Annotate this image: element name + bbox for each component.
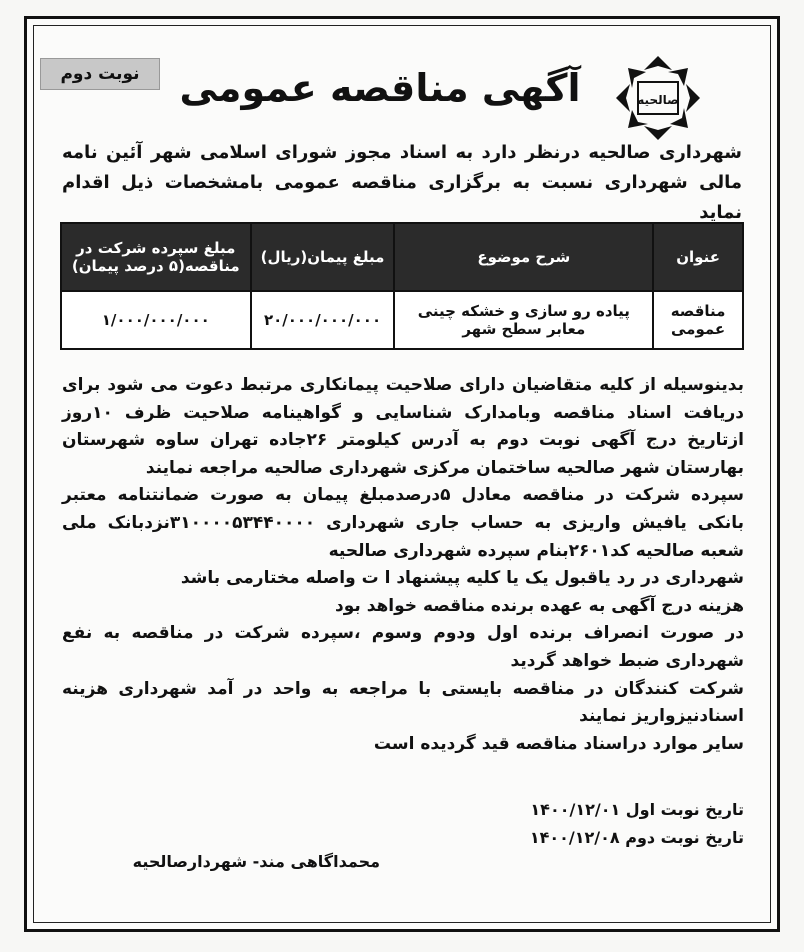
second-round-date: تاریخ نوبت دوم ۱۴۰۰/۱۲/۰۸ <box>529 828 744 847</box>
header-deposit: مبلغ سپرده شرکت در مناقصه(۵ درصد پیمان) <box>61 223 251 291</box>
cell-deposit: ۱/۰۰۰/۰۰۰/۰۰۰ <box>61 291 251 349</box>
header-amount: مبلغ پیمان(ریال) <box>251 223 395 291</box>
municipality-logo-icon <box>612 52 704 144</box>
body-paragraph-deposit: سپرده شرکت در مناقصه معادل ۵درصدمبلغ پیمان به صورت ضمانتنامه معتبر بانکی یافیش واریزی به حساب جاری شهرداری ۳۱۰۰۰۰۵۳۴۴۰۰۰۰نزدبانک ملی شعبه صالحیه کد۲۶۰۱بنام سپرده شهرداری صالحیه <box>62 485 744 561</box>
cell-amount: ۲۰/۰۰۰/۰۰۰/۰۰۰ <box>251 291 395 349</box>
body-paragraph-document-fee: شرکت کنندگان در مناقصه بایستی با مراجعه به واحد در آمد شهرداری هزینه اسنادنیزواریز نمایند <box>62 678 744 727</box>
mayor-signature: محمداگاهی مند- شهردارصالحیه <box>132 852 380 871</box>
table-header-row <box>61 223 743 291</box>
notice-body <box>62 372 744 758</box>
body-paragraph-other: سایر موارد دراسناد مناقصه قید گردیده است <box>373 733 744 754</box>
body-paragraph-invitation: بدینوسیله از کلیه متقاضیان دارای صلاحیت پیمانکاری مرتبط دعوت می شود برای دریافت اسناد مناقصه وبامدارک شناسایی و گواهینامه صلاحیت ظرف ۱۰روز ازتاریخ درج آگهی نوبت دوم به آدرس کیلومتر ۲۶جاده تهران ساوه شهرستان بهارستان شهر صالحیه ساختمان مرکزی شهرداری صالحیه مراجعه نمایند <box>62 375 744 478</box>
header-description: شرح موضوع <box>394 223 653 291</box>
header-title: عنوان <box>653 223 743 291</box>
cell-title: مناقصه عمومی <box>653 291 743 349</box>
logo-text: صالحیه <box>637 93 679 107</box>
table-row <box>61 291 743 349</box>
first-round-date: تاریخ نوبت اول ۱۴۰۰/۱۲/۰۱ <box>530 800 744 819</box>
tender-table <box>60 222 744 350</box>
notice-title: آگهی مناقصه عمومی <box>179 66 581 110</box>
body-paragraph-withdrawal: در صورت انصراف برنده اول ودوم وسوم ،سپرده شرکت در مناقصه به نفع شهرداری ضبط خواهد گردید <box>62 623 744 671</box>
cell-description: پیاده رو سازی و خشکه چینی معابر سطح شهر <box>394 291 653 349</box>
publication-dates <box>530 796 744 852</box>
round-badge: نوبت دوم <box>40 58 160 90</box>
municipality-logo <box>612 52 704 144</box>
intro-paragraph: شهرداری صالحیه درنظر دارد به اسناد مجوز شورای اسلامی شهر آئین نامه مالی شهرداری نسبت به برگزاری مناقصه عمومی بامشخصات ذیل اقدام نماید <box>62 142 742 223</box>
body-paragraph-rejection: شهرداری در رد یاقبول یک یا کلیه پیشنهاد ا ت واصله مختارمی باشد <box>180 568 744 589</box>
body-paragraph-ad-cost: هزینه درج آگهی به عهده برنده مناقصه خواهد بود <box>335 595 744 616</box>
